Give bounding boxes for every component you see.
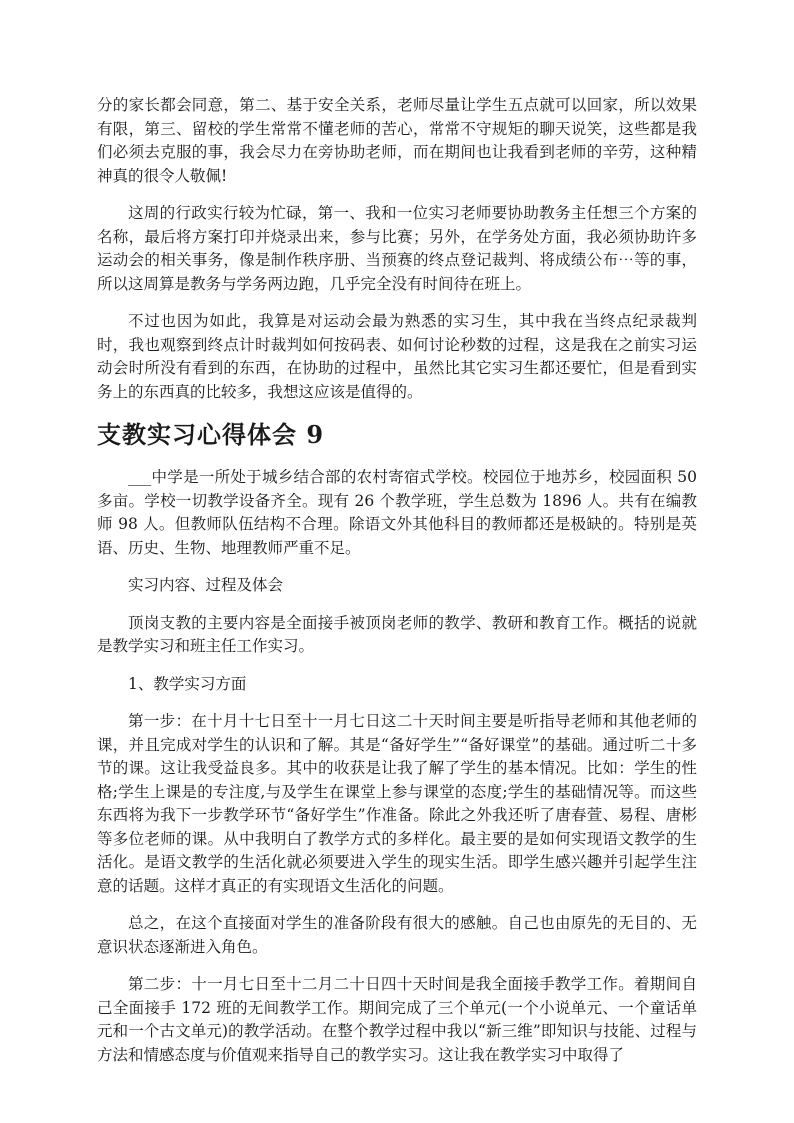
- paragraph: ___中学是一所处于城乡结合部的农村寄宿式学校。校园位于地苏乡，校园面积 50 多亩。学校一切教学设备齐全。现有 26 个教学班，学生总数为 1896 人。共有在编教师 98 人。但教师队伍结构不合理。除语文外其他科目的教师都还是极缺的。特别是英语、历史、生物、地理教师严重不足。: [97, 468, 697, 557]
- paragraph: 总之，在这个直接面对学生的准备阶段有很大的感触。自己也由原先的无目的、无意识状态逐渐进入角色。: [97, 914, 697, 956]
- paragraph: 不过也因为如此，我算是对运动会最为熟悉的实习生，其中我在当终点纪录裁判时，我也观察到终点计时裁判如何按码表、如何讨论秒数的过程，这是我在之前实习运动会时所没有看到的东西，在协助的过程中，虽然比其它实习生都还要忙，但是看到实务上的东西真的比较多，我想这应该是值得的。: [97, 312, 697, 401]
- subheading: 1、教学实习方面: [128, 674, 247, 693]
- document-body: [97, 94, 697, 1067]
- paragraph: 分的家长都会同意，第二、基于安全关系，老师尽量让学生五点就可以回家，所以效果有限，第三、留校的学生常常不懂老师的苦心，常常不守规矩的聊天说笑，这些都是我们必须去克服的事，我会尽力在旁协助老师，而在期间也让我看到老师的辛劳，这种精神真的很令人敬佩!: [97, 96, 697, 185]
- paragraph: 这周的行政实行较为忙碌，第一、我和一位实习老师要协助教务主任想三个方案的名称，最后将方案打印并烧录出来，参与比赛；另外，在学务处方面，我必须协助许多运动会的相关事务，像是制作秩序册、当预赛的终点登记裁判、将成绩公布⋯等的事，所以这周算是教务与学务两边跑，几乎完全没有时间待在班上。: [97, 204, 697, 293]
- subheading: 实习内容、过程及体会: [128, 576, 284, 594]
- section-heading: 支教实习心得体会 9: [97, 420, 325, 449]
- paragraph: 第二步：十一月七日至十二月二十日四十天时间是我全面接手教学工作。着期间自己全面接手 172 班的无间教学工作。期间完成了三个单元(一个小说单元、一个童话单元和一个古文单元)的教学活动。在整个教学过程中我以“新三维”即知识与技能、过程与方法和情感态度与价值观来指导自己的教学实习。这让我在教学实习中取得了: [97, 975, 697, 1064]
- paragraph: 顶岗支教的主要内容是全面接手被顶岗老师的教学、教研和教育工作。概括的说就是教学实习和班主任工作实习。: [97, 613, 697, 655]
- paragraph: 第一步：在十月十七日至十一月七日这二十天时间主要是听指导老师和其他老师的课，并且完成对学生的认识和了解。其是“备好学生”“备好课堂”的基础。通过听二十多节的课。这让我受益良多。其中的收获是让我了解了学生的基本情况。比如：学生的性格;学生上课是的专注度,与及学生在课堂上参与课堂的态度;学生的基础情况等。而这些东西将为我下一步教学环节“备好学生”作准备。除此之外我还听了唐春萱、易程、唐彬等多位老师的课。从中我明白了教学方式的多样化。最主要的是如何实现语文教学的生活化。是语文教学的生活化就必须要进入学生的现实生活。即学生感兴趣并引起学生注意的话题。这样才真正的有实现语文生活化的问题。: [97, 712, 697, 895]
